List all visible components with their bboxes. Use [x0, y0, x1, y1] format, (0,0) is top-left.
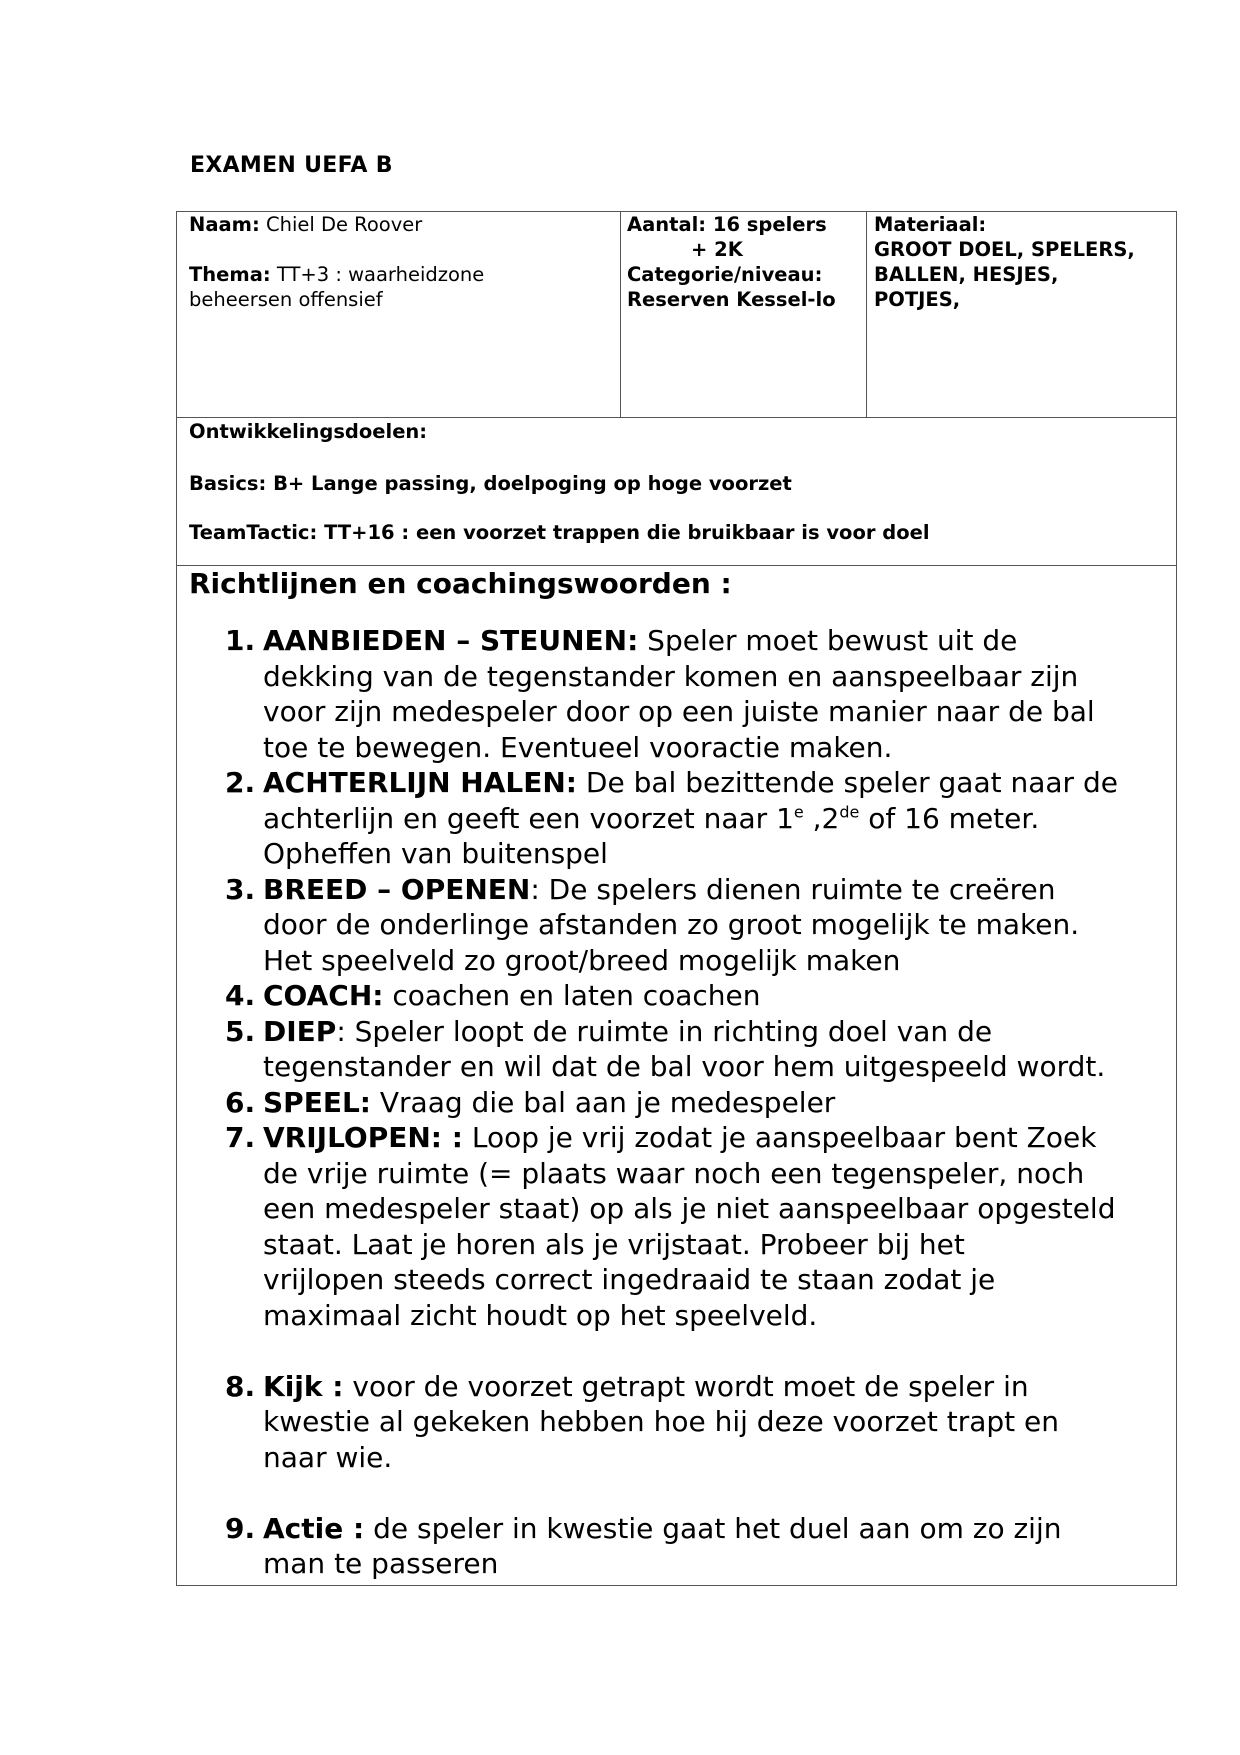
row-divider	[177, 417, 1176, 418]
naam-value: Chiel De Roover	[265, 213, 423, 236]
guideline-keyword: SPEEL:	[263, 1085, 371, 1119]
development-teamtactic: TeamTactic: TT+16 : een voorzet trappen die bruikbaar is voor doel	[189, 521, 930, 544]
development-heading: Ontwikkelingsdoelen:	[189, 420, 428, 443]
guideline-item	[225, 872, 1165, 979]
guideline-text: man te passeren	[263, 1547, 499, 1580]
guideline-keyword: Actie :	[263, 1511, 365, 1545]
thema-value-continued: beheersen offensief	[189, 288, 383, 311]
document-title: EXAMEN UEFA B	[190, 153, 393, 178]
aantal-keepers: + 2K	[691, 238, 743, 261]
guideline-text: De bal bezittende speler gaat naar de	[577, 766, 1118, 799]
guideline-keyword: VRIJLOPEN: :	[263, 1121, 463, 1154]
guideline-number: 3.	[225, 872, 256, 906]
guideline-text: toe te bewegen. Eventueel vooractie maken.	[263, 730, 893, 764]
guideline-item	[225, 623, 1165, 765]
guideline-number: 8.	[225, 1369, 256, 1403]
guideline-text: voor zijn medespeler door op een juiste manier naar de bal	[263, 695, 1095, 728]
guideline-text	[225, 801, 1165, 837]
column-divider	[866, 212, 867, 417]
aantal-line: Aantal: 16 spelers	[627, 213, 827, 236]
superscript: e	[793, 802, 804, 822]
guideline-item	[225, 1085, 1165, 1121]
guidelines-heading: Richtlijnen en coachingswoorden :	[189, 567, 732, 600]
guideline-number: 9.	[225, 1511, 256, 1545]
guideline-item	[225, 1369, 1165, 1476]
naam-line	[189, 212, 614, 237]
thema-line	[189, 262, 614, 287]
row-divider	[177, 565, 1176, 566]
materiaal-item: GROOT DOEL, SPELERS,	[874, 238, 1135, 261]
guideline-text: dekking van de tegenstander komen en aanspeelbaar zijn	[263, 659, 1079, 693]
thema-label: Thema:	[189, 263, 271, 286]
guideline-item	[225, 1014, 1165, 1085]
guideline-text: kwestie al gekeken hebben hoe hij deze voorzet trapt en	[263, 1405, 1060, 1438]
guideline-text: : Speler loopt de ruimte in richting doel van de	[336, 1014, 993, 1048]
cell-aantal-categorie	[627, 212, 862, 312]
guideline-text-part: ,2	[803, 801, 840, 835]
cell-naam-thema	[189, 212, 614, 312]
guideline-text: vrijlopen steeds correct ingedraaid te staan zodat je	[263, 1263, 996, 1296]
guideline-text: staat. Laat je horen als je vrijstaat. Probeer bij het	[263, 1227, 965, 1261]
materiaal-item: POTJES,	[874, 288, 961, 311]
guideline-keyword: BREED – OPENEN	[263, 872, 531, 906]
guidelines-list	[225, 623, 1165, 1582]
guideline-text-part: achterlijn en geeft een voorzet naar 1	[263, 801, 794, 835]
cell-materiaal	[874, 212, 1174, 312]
guideline-text: Speler moet bewust uit de	[638, 624, 1018, 657]
guideline-text: Het speelveld zo groot/breed mogelijk maken	[263, 943, 901, 977]
guideline-text: maximaal zicht houdt op het speelveld.	[263, 1298, 818, 1332]
guideline-text: coachen en laten coachen	[383, 979, 761, 1012]
guideline-text: de vrije ruimte (= plaats waar noch een tegenspeler, noch	[263, 1156, 1085, 1190]
categorie-label: Categorie/niveau:	[627, 263, 823, 286]
column-divider	[620, 212, 621, 417]
guideline-number: 7.	[225, 1121, 256, 1154]
guideline-text: naar wie.	[263, 1440, 393, 1474]
guideline-text: voor de voorzet getrapt wordt moet de speler in	[343, 1369, 1029, 1403]
guideline-text-part: of 16 meter.	[859, 801, 1040, 835]
guideline-keyword: AANBIEDEN – STEUNEN:	[263, 624, 639, 657]
session-form-table	[176, 211, 1177, 1586]
materiaal-item: BALLEN, HESJES,	[874, 263, 1059, 286]
guideline-text: Vraag die bal aan je medespeler	[370, 1085, 836, 1119]
guideline-item	[225, 978, 1165, 1014]
guideline-item	[225, 1511, 1165, 1582]
categorie-value: Reserven Kessel-lo	[627, 288, 836, 311]
guideline-text: Opheffen van buitenspel	[263, 837, 608, 870]
guideline-keyword: ACHTERLIJN HALEN:	[263, 766, 578, 799]
guideline-text: een medespeler staat) op als je niet aanspeelbaar opgesteld	[263, 1192, 1116, 1225]
guideline-number: 4.	[225, 979, 256, 1012]
guideline-item	[225, 765, 1165, 872]
guideline-number: 1.	[225, 624, 256, 657]
guideline-item	[225, 1120, 1165, 1333]
development-basics: Basics: B+ Lange passing, doelpoging op hoge voorzet	[189, 472, 792, 495]
guideline-number: 5.	[225, 1014, 256, 1048]
guideline-keyword: COACH:	[263, 979, 384, 1012]
guideline-text: Loop je vrij zodat je aanspeelbaar bent Zoek	[462, 1121, 1097, 1154]
guideline-number: 2.	[225, 766, 256, 799]
naam-label: Naam:	[189, 213, 260, 236]
materiaal-label: Materiaal:	[874, 213, 987, 236]
guideline-number: 6.	[225, 1085, 256, 1119]
guideline-text: de speler in kwestie gaat het duel aan om zo zijn	[364, 1511, 1062, 1545]
guideline-text: tegenstander en wil dat de bal voor hem uitgespeeld wordt.	[263, 1050, 1106, 1083]
thema-value: TT+3 : waarheidzone	[276, 263, 485, 286]
guideline-text: : De spelers dienen ruimte te creëren	[530, 872, 1056, 906]
guideline-keyword: Kijk :	[263, 1369, 344, 1403]
superscript: de	[839, 802, 860, 822]
guideline-keyword: DIEP	[263, 1014, 337, 1048]
guideline-text: door de onderlinge afstanden zo groot mogelijk te maken.	[263, 908, 1080, 941]
